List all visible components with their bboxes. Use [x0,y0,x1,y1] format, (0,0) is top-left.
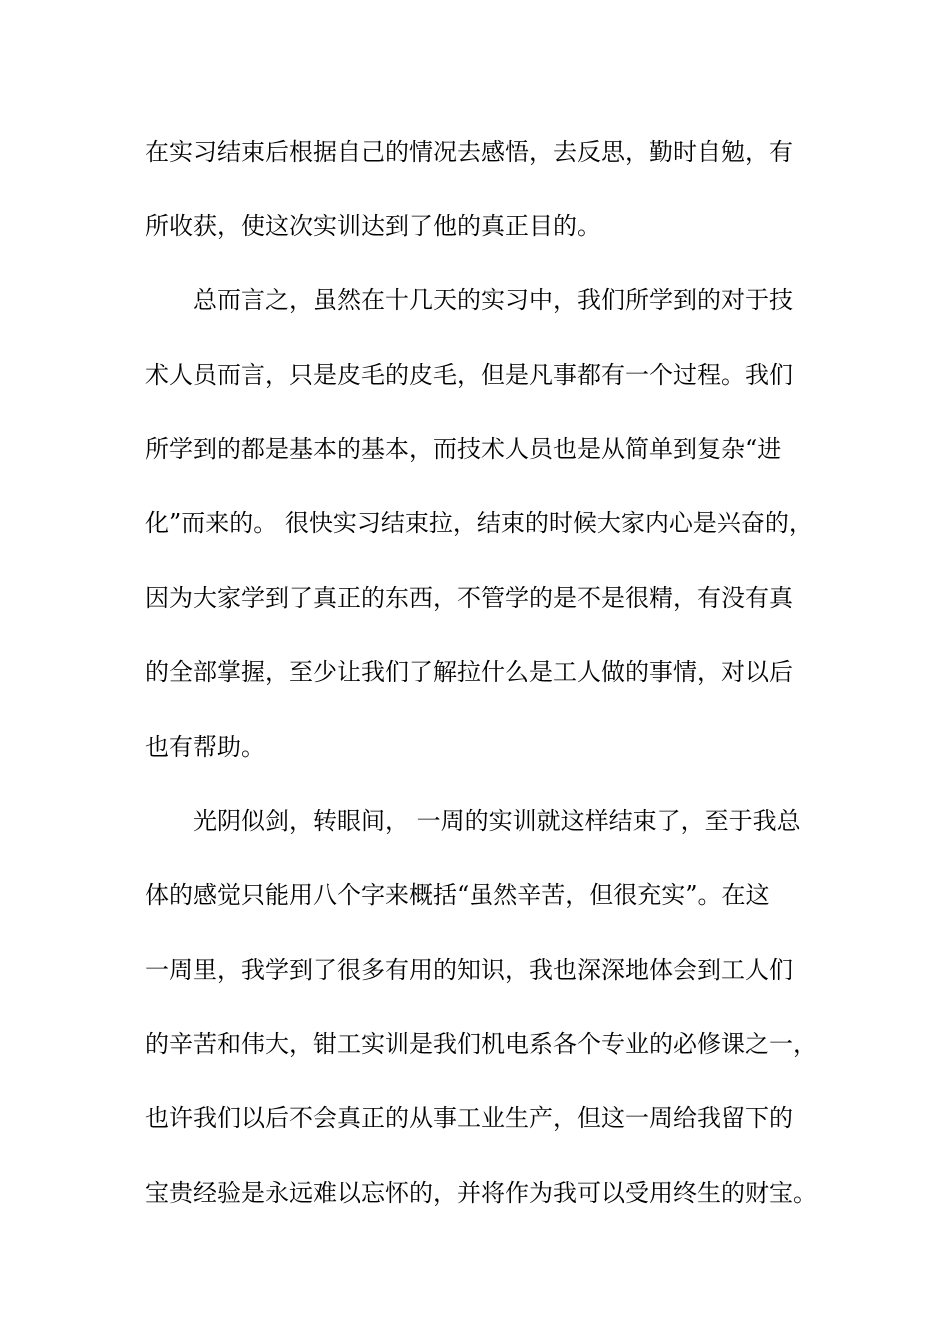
text-line-2: 所收获，使这次实训达到了他的真正目的。 [145,212,601,240]
text-line-14: 也许我们以后不会真正的从事工业生产，但这一周给我留下的 [145,1104,793,1132]
text-line-4: 术人员而言，只是皮毛的皮毛，但是凡事都有一个过程。我们 [145,361,793,389]
text-line-5: 所学到的都是基本的基本，而技术人员也是从简单到复杂“进 [145,435,782,463]
text-line-8: 的全部掌握，至少让我们了解拉什么是工人做的事情，对以后 [145,658,793,686]
text-line-3: 总而言之，虽然在十几天的实习中，我们所学到的对于技 [145,286,793,314]
text-line-9: 也有帮助。 [145,733,265,761]
text-line-1: 在实习结束后根据自己的情况去感悟，去反思，勤时自勉，有 [145,138,793,166]
text-line-10: 光阴似剑，转眼间， 一周的实训就这样结束了，至于我总 [145,807,801,835]
text-line-11: 体的感觉只能用八个字来概括“虽然辛苦，但很充实”。在这 [145,881,770,909]
text-line-15: 宝贵经验是永远难以忘怀的，并将作为我可以受用终生的财宝。 [145,1179,817,1207]
text-line-13: 的辛苦和伟大，钳工实训是我们机电系各个专业的必修课之一， [145,1030,817,1058]
text-line-6: 化”而来的。 很快实习结束拉，结束的时候大家内心是兴奋的， [145,509,813,537]
text-line-7: 因为大家学到了真正的东西，不管学的是不是很精，有没有真 [145,584,793,612]
text-line-12: 一周里，我学到了很多有用的知识，我也深深地体会到工人们 [145,956,793,984]
